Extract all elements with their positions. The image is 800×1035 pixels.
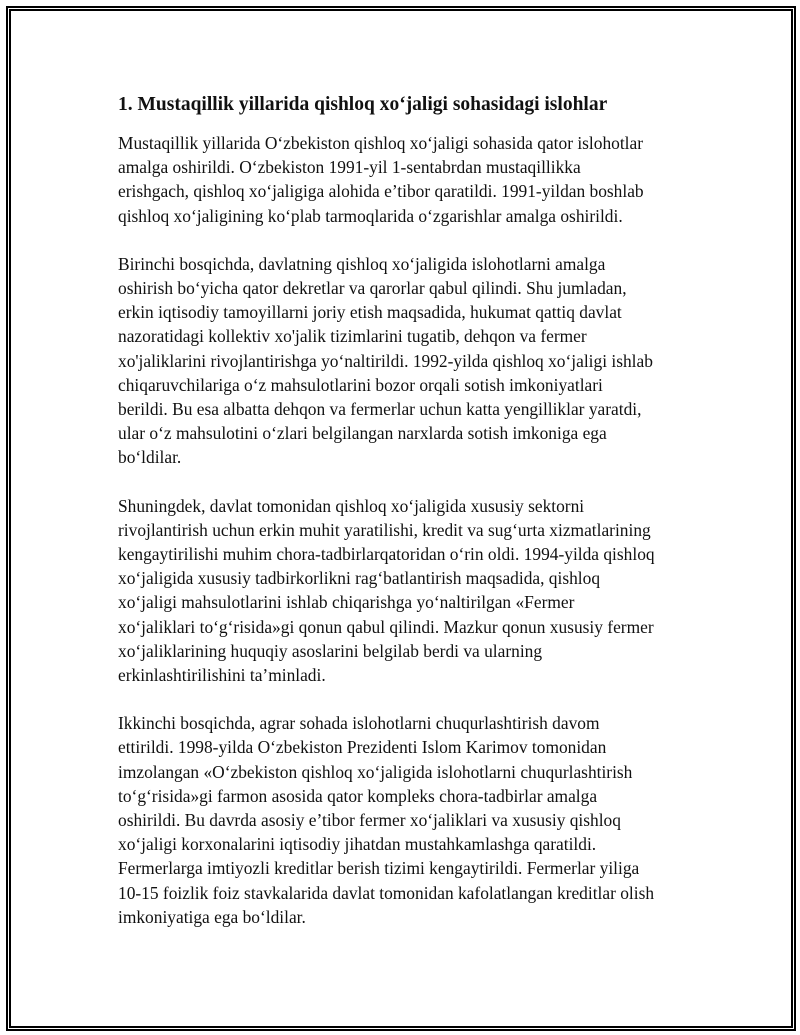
paragraph bbox=[118, 131, 698, 228]
paragraph-line: xo‘jaliklari to‘g‘risida»gi qonun qabul qilindi. Mazkur qonun xususiy fermer bbox=[118, 616, 654, 637]
paragraph-line: erkin iqtisodiy tamoyillarni joriy etish maqsadida, hukumat qattiq davlat bbox=[118, 302, 622, 323]
paragraph-line: bo‘ldilar. bbox=[118, 447, 182, 468]
paragraph-line: xo‘jaligi mahsulotlarini ishlab chiqarishga yo‘naltirilgan «Fermer bbox=[118, 592, 575, 613]
paragraph-line: Ikkinchi bosqichda, agrar sohada islohotlarni chuqurlashtirish davom bbox=[118, 713, 600, 734]
document-body bbox=[118, 93, 698, 953]
paragraph-line: xo‘jaliklarining huquqiy asoslarini belgilab berdi va ularning bbox=[118, 640, 543, 661]
paragraph-line: Shuningdek, davlat tomonidan qishloq xo‘jaligida xususiy sektorni bbox=[118, 495, 585, 516]
paragraph bbox=[118, 494, 698, 688]
paragraph-line: berildi. Bu esa albatta dehqon va fermerlar uchun katta yengilliklar yaratdi, bbox=[118, 399, 642, 420]
paragraph-line: imzolangan «O‘zbekiston qishloq xo‘jaligida islohotlarni chuqurlashtirish bbox=[118, 761, 633, 782]
paragraph-line: xo‘jaligi korxonalarini iqtisodiy jihatdan mustahkamlashga qaratildi. bbox=[118, 834, 597, 855]
paragraph-line: 10-15 foizlik foiz stavkalarida davlat tomonidan kafolatlangan kreditlar olish bbox=[118, 882, 655, 903]
section-heading: 1. Mustaqillik yillarida qishloq xo‘jaligi sohasidagi islohlar bbox=[118, 94, 608, 115]
paragraph-line: oshirish bo‘yicha qator dekretlar va qarorlar qabul qilindi. Shu jumladan, bbox=[118, 278, 627, 299]
paragraph-line: nazoratidagi kollektiv xo'jalik tizimlarini tugatib, dehqon va fermer bbox=[118, 326, 587, 347]
paragraph bbox=[118, 252, 698, 470]
paragraph-line: kengaytirilishi muhim chora-tadbirlarqatoridan o‘rin oldi. 1994-yilda qishloq bbox=[118, 544, 655, 565]
paragraph-line: xo'jaliklarini rivojlantirishga yo‘naltirildi. 1992-yilda qishloq xo‘jaligi ishlab bbox=[118, 350, 653, 371]
paragraph-line: ular o‘z mahsulotini o‘zlari belgilangan narxlarda sotish imkoniga ega bbox=[118, 423, 607, 444]
paragraph-line: imkoniyatiga ega bo‘ldilar. bbox=[118, 906, 306, 927]
paragraph-line: erkinlashtirilishini ta’minladi. bbox=[118, 665, 326, 686]
paragraph-line: qishloq xo‘jaligining ko‘plab tarmoqlarida o‘zgarishlar amalga oshirildi. bbox=[118, 205, 623, 226]
paragraph-line: rivojlantirish uchun erkin muhit yaratilishi, kredit va sug‘urta xizmatlarining bbox=[118, 519, 651, 540]
paragraph-line: ettirildi. 1998-yilda O‘zbekiston Prezidenti Islom Karimov tomonidan bbox=[118, 737, 607, 758]
paragraph-line: erishgach, qishloq xo‘jaligiga alohida e’tibor qaratildi. 1991-yildan boshlab bbox=[118, 181, 644, 202]
paragraph-line: to‘g‘risida»gi farmon asosida qator kompleks chora-tadbirlar amalga bbox=[118, 785, 598, 806]
paragraph-line: amalga oshirildi. O‘zbekiston 1991-yil 1-sentabrdan mustaqillikka bbox=[118, 157, 581, 178]
paragraph-line: Mustaqillik yillarida O‘zbekiston qishloq xo‘jaligi sohasida qator islohotlar bbox=[118, 133, 644, 153]
paragraph-line: Birinchi bosqichda, davlatning qishloq xo‘jaligida islohotlarni amalga bbox=[118, 253, 606, 274]
paragraph-line: oshirildi. Bu davrda asosiy e’tibor fermer xo‘jaliklari va xususiy qishloq bbox=[118, 810, 621, 831]
paragraph-line: Fermerlarga imtiyozli kreditlar berish tizimi kengaytirildi. Fermerlar yiliga bbox=[118, 858, 640, 879]
paragraph-line: xo‘jaligida xususiy tadbirkorlikni rag‘batlantirish maqsadida, qishloq bbox=[118, 568, 601, 589]
paragraph-line: chiqaruvchilariga o‘z mahsulotlarini bozor orqali sotish imkoniyatlari bbox=[118, 374, 603, 395]
paragraph bbox=[118, 711, 698, 929]
